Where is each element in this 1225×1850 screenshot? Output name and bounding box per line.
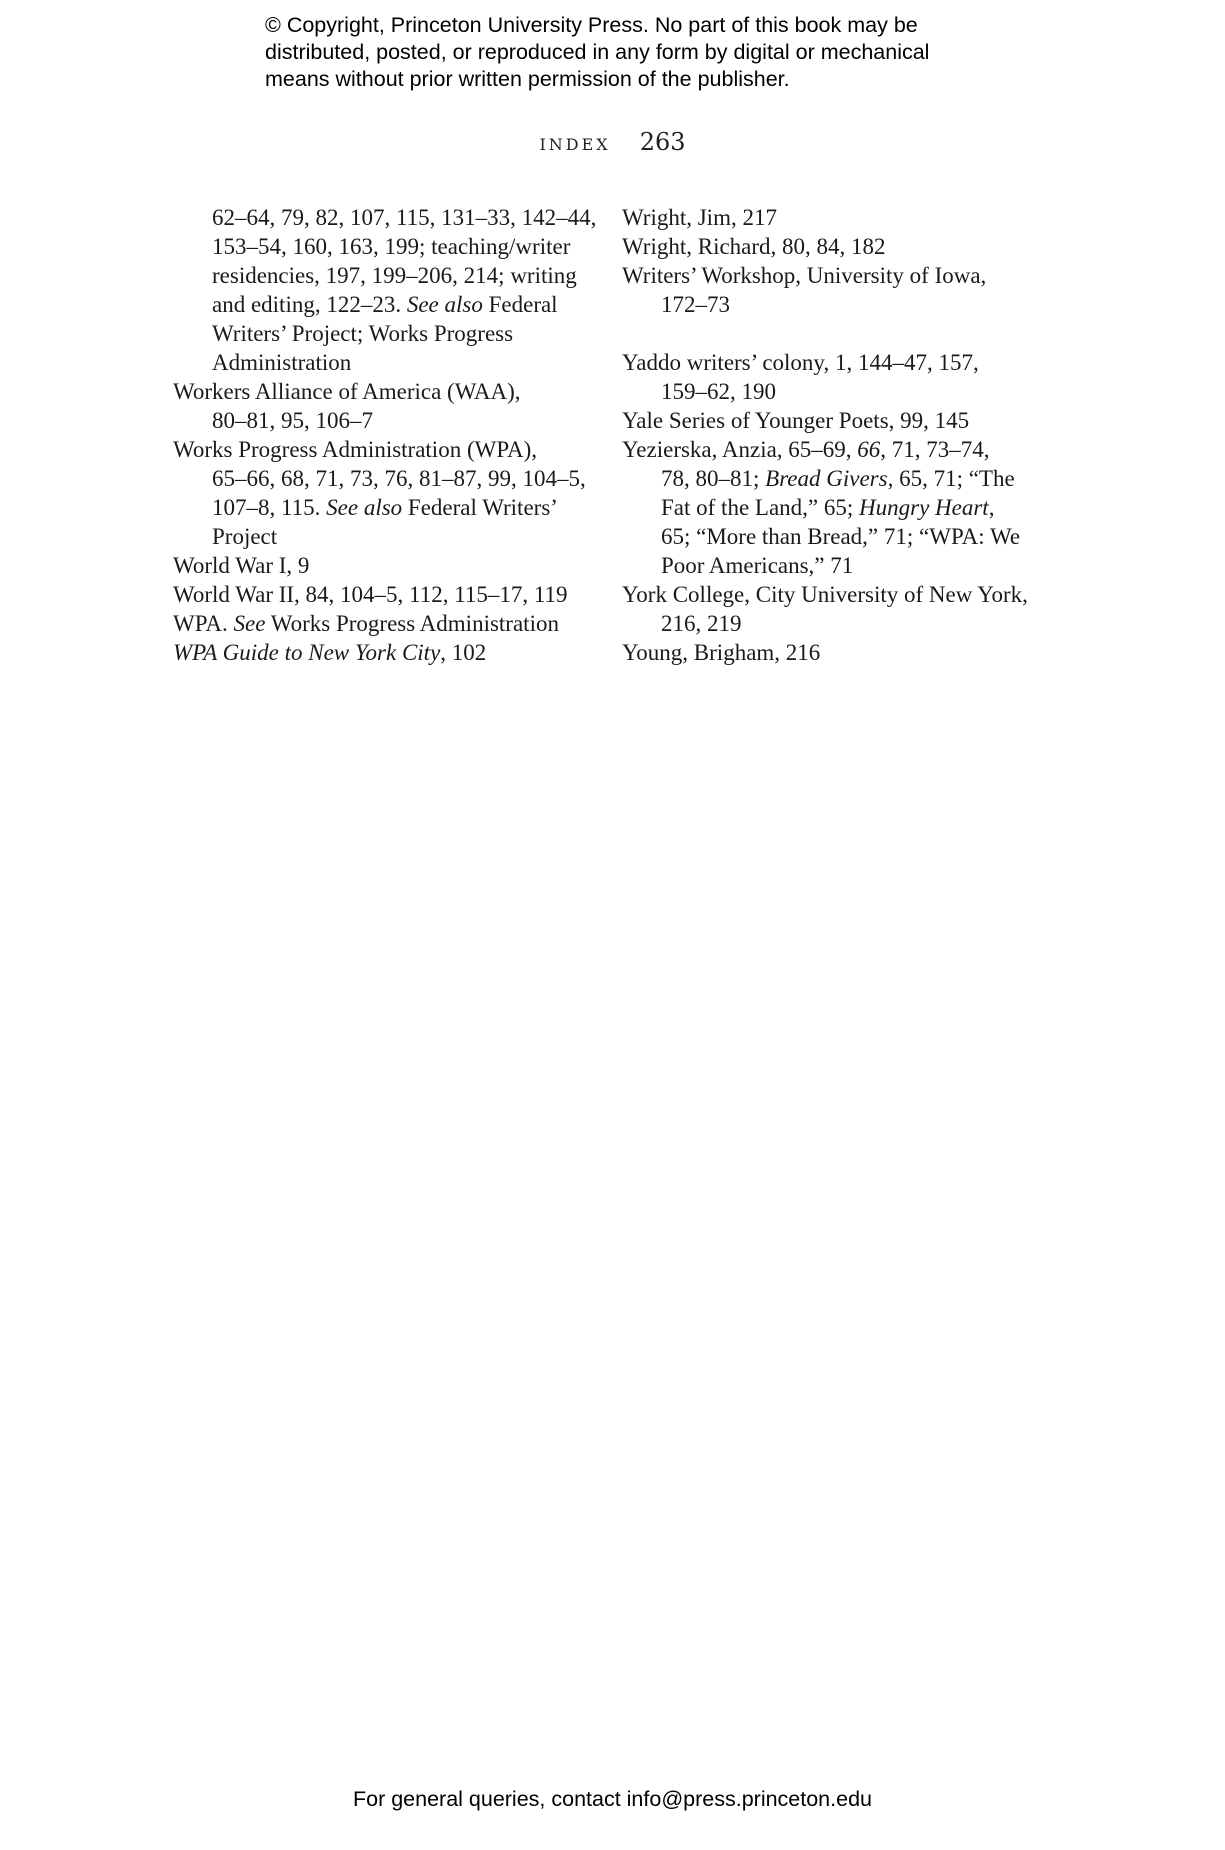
index-column-left	[173, 203, 597, 667]
index-line: Poor Americans,” 71	[661, 553, 854, 578]
index-text: Federal Writers’	[402, 495, 558, 520]
index-line: Project	[212, 524, 278, 549]
see-also-ref: See also	[406, 292, 483, 317]
see-also-ref: See also	[326, 495, 403, 520]
title-ref: WPA Guide to New York City	[173, 640, 441, 665]
index-text: Fat of the Land,” 65;	[661, 495, 860, 520]
index-text: 78, 80–81;	[661, 466, 766, 491]
index-line	[622, 464, 1042, 493]
index-line: 65; “More than Bread,” 71; “WPA: We	[661, 524, 1021, 549]
index-entry	[622, 435, 1042, 464]
index-text: Federal	[482, 292, 558, 317]
index-text: WPA.	[173, 611, 234, 636]
index-line: Writers’ Project; Works Progress	[212, 321, 514, 346]
running-head-label: index	[539, 130, 611, 156]
index-entry	[173, 638, 593, 667]
index-line: residencies, 197, 199–206, 214; writing	[212, 263, 577, 288]
copyright-line: means without prior written permission of the publisher.	[265, 67, 790, 91]
index-entry: Writers’ Workshop, University of Iowa,	[622, 263, 987, 288]
index-line	[173, 290, 593, 319]
index-line	[622, 493, 1042, 522]
index-text: , 65, 71; “The	[887, 466, 1015, 491]
index-entry: World War II, 84, 104–5, 112, 115–17, 119	[173, 582, 568, 607]
title-ref: Hungry Heart	[859, 495, 989, 520]
index-entry: Yaddo writers’ colony, 1, 144–47, 157,	[622, 350, 979, 375]
index-line: 172–73	[661, 292, 730, 317]
index-line: 159–62, 190	[661, 379, 776, 404]
letter-section-gap	[622, 319, 1042, 348]
index-line	[173, 493, 593, 522]
title-ref: Bread Givers	[765, 466, 888, 491]
footer-contact: For general queries, contact info@press.princeton.edu	[352, 1787, 872, 1811]
index-text: 107–8, 115.	[212, 495, 327, 520]
index-entry: Yale Series of Younger Poets, 99, 145	[622, 408, 970, 433]
index-text: Works Progress Administration	[265, 611, 559, 636]
index-line: 80–81, 95, 106–7	[212, 408, 373, 433]
index-line: 62–64, 79, 82, 107, 115, 131–33, 142–44,	[212, 205, 597, 230]
index-line: 153–54, 160, 163, 199; teaching/writer	[212, 234, 571, 259]
page-number: 263	[639, 128, 686, 156]
index-line: Administration	[212, 350, 352, 375]
running-head	[0, 128, 1225, 156]
copyright-line: © Copyright, Princeton University Press. No part of this book may be	[265, 13, 918, 37]
index-text: Yezierska, Anzia, 65–69,	[622, 437, 858, 462]
index-entry	[173, 609, 593, 638]
see-ref: See	[233, 611, 266, 636]
index-entry: York College, City University of New York,	[622, 582, 1028, 607]
index-column-right	[622, 203, 1042, 667]
illustration-page-ref: 66	[857, 437, 881, 462]
index-line: 65–66, 68, 71, 73, 76, 81–87, 99, 104–5,	[212, 466, 586, 491]
index-text: ,	[988, 495, 995, 520]
index-entry: Wright, Richard, 80, 84, 182	[622, 234, 886, 259]
index-line: 216, 219	[661, 611, 742, 636]
index-entry: Young, Brigham, 216	[622, 640, 821, 665]
index-text: , 102	[440, 640, 487, 665]
copyright-notice	[265, 12, 985, 93]
index-entry: Works Progress Administration (WPA),	[173, 437, 538, 462]
copyright-line: distributed, posted, or reproduced in any form by digital or mechanical	[265, 40, 930, 64]
index-text: , 71, 73–74,	[880, 437, 990, 462]
index-entry: Workers Alliance of America (WAA),	[173, 379, 521, 404]
index-entry: Wright, Jim, 217	[622, 205, 777, 230]
index-entry: World War I, 9	[173, 553, 310, 578]
index-text: and editing, 122–23.	[212, 292, 407, 317]
